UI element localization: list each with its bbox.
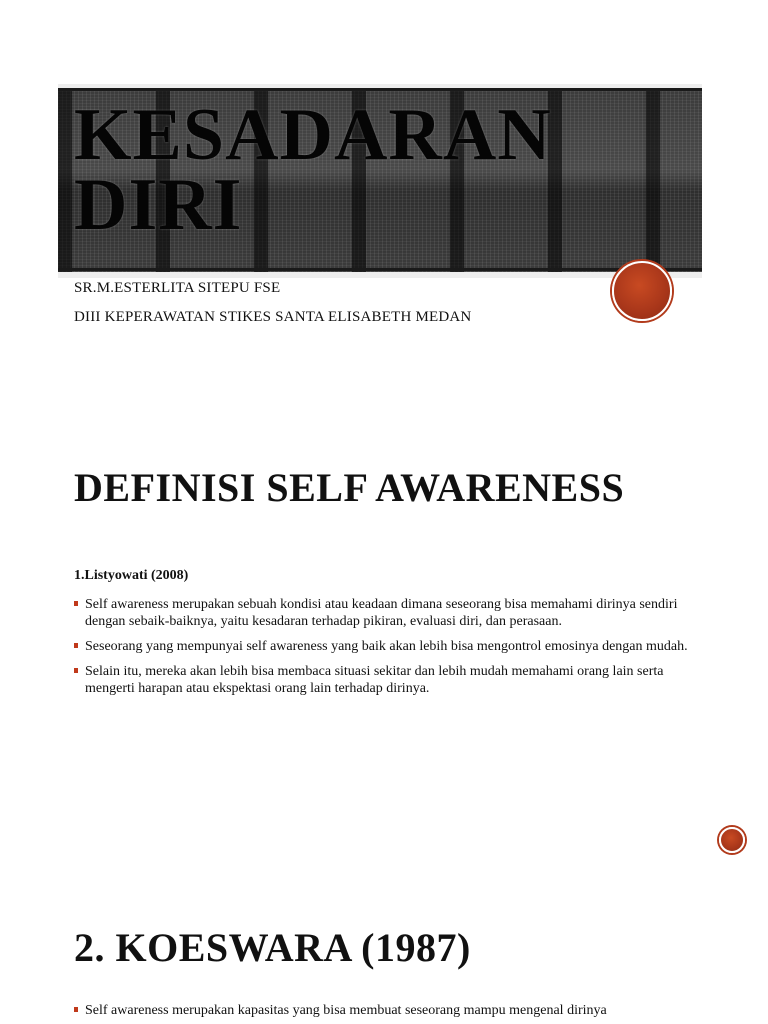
list-item (74, 596, 694, 630)
title-line-2: DIRI (74, 164, 243, 246)
bullet-square-icon (74, 1007, 78, 1012)
bullet-square-icon (74, 601, 78, 606)
bullet-text: Selain itu, mereka akan lebih bisa membaca situasi sekitar dan lebih mudah memahami orang lain serta mengerti harapan atau ekspektasi orang lain terhadap dirinya. (85, 664, 664, 696)
list-item (74, 663, 694, 697)
bullet-text: Seseorang yang mempunyai self awareness yang baik akan lebih bisa mengontrol emosinya dengan mudah. (85, 639, 688, 654)
slide-2-title: DEFINISI SELF AWARENESS (74, 465, 625, 510)
list-item (74, 638, 694, 655)
title-line-1: KESADARAN (74, 94, 552, 176)
definition-bullet-list (74, 596, 694, 705)
institution-name: DIII KEPERAWATAN STIKES SANTA ELISABETH MEDAN (74, 309, 472, 325)
list-item (74, 1002, 694, 1019)
decorative-circle-icon (612, 261, 672, 321)
source-heading: 1.Listyowati (2008) (74, 568, 189, 583)
banner-bottom-line (58, 268, 702, 271)
slide-3-title: 2. KOESWARA (1987) (74, 925, 471, 970)
bullet-square-icon (74, 643, 78, 648)
decorative-circle-icon (719, 827, 745, 853)
bullet-square-icon (74, 668, 78, 673)
banner-bottom-border (58, 272, 702, 278)
author-name: SR.M.ESTERLITA SITEPU FSE (74, 280, 281, 296)
presentation-title (74, 94, 634, 246)
bullet-text: Self awareness merupakan sebuah kondisi atau keadaan dimana seseorang bisa memahami dirinya sendiri dengan sebaik-baiknya, yaitu kesadaran terhadap pikiran, evaluasi diri, dan perasaan. (85, 597, 678, 629)
bullet-text: Self awareness merupakan kapasitas yang bisa membuat seseorang mampu mengenal dirinya (85, 1003, 607, 1018)
koeswara-bullet-list (74, 1002, 694, 1024)
banner-top-line (58, 88, 702, 91)
title-slide (0, 0, 768, 370)
